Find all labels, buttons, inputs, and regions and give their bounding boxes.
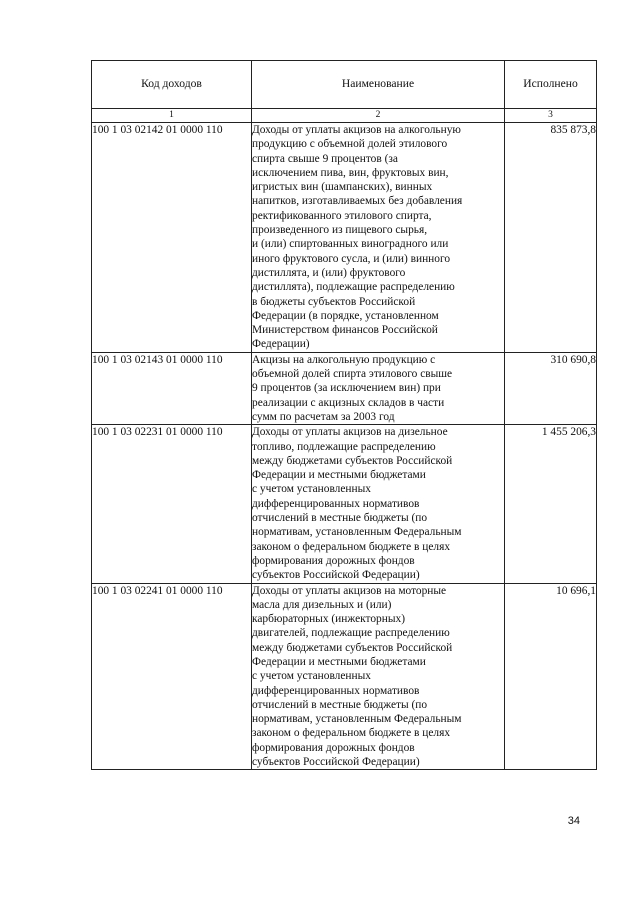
revenue-name-line: с учетом установленных xyxy=(252,483,371,496)
revenue-name-line: Федерации и местными бюджетами xyxy=(252,655,426,668)
revenue-name-line: игристых вин (шампанских), винных xyxy=(252,181,433,194)
revenue-name-line: Федерации (в порядке, установленном xyxy=(252,309,439,322)
revenue-name-line: двигателей, подлежащие распределению xyxy=(252,627,450,640)
revenue-name-line: Доходы от уплаты акцизов на алкогольную xyxy=(252,124,461,136)
revenue-name-line: карбюраторных (инжекторных) xyxy=(252,613,405,626)
page-number: 34 xyxy=(567,815,580,827)
header-name: Наименование xyxy=(252,61,505,109)
revenue-name-line: Акцизы на алкогольную продукцию с xyxy=(252,353,436,366)
revenue-name-line: отчислений в местные бюджеты (по xyxy=(252,512,428,525)
revenue-name-line: иного фруктового сусла, и (или) винного xyxy=(252,252,451,265)
header-code: Код доходов xyxy=(92,61,252,109)
revenue-name xyxy=(252,425,505,583)
revenue-name-line: Федерации и местными бюджетами xyxy=(252,469,426,482)
executed-amount: 1 455 206,3 xyxy=(505,425,597,583)
revenue-table xyxy=(91,60,597,770)
revenue-name-line: субъектов Российской Федерации) xyxy=(252,756,420,769)
column-number-2: 2 xyxy=(252,109,505,123)
revenue-name-line: законом о федеральном бюджете в целях xyxy=(252,540,451,553)
table-row xyxy=(92,123,597,353)
revenue-code: 100 1 03 02231 01 0000 110 xyxy=(92,425,252,583)
revenue-name-line: субъектов Российской Федерации) xyxy=(252,569,420,582)
revenue-name xyxy=(252,123,505,353)
revenue-name-line: объемной долей спирта этилового свыше xyxy=(252,368,453,381)
revenue-name-line: спирта свыше 9 процентов (за xyxy=(252,152,398,165)
column-number-1: 1 xyxy=(92,109,252,123)
column-number-row xyxy=(92,109,597,123)
revenue-name xyxy=(252,583,505,770)
table-row xyxy=(92,583,597,770)
executed-amount: 835 873,8 xyxy=(505,123,597,353)
revenue-name-line: Министерством финансов Российской xyxy=(252,324,438,337)
revenue-name-line: дифференцированных нормативов xyxy=(252,497,420,510)
revenue-name-line: формирования дорожных фондов xyxy=(252,554,415,567)
revenue-name-line: Доходы от уплаты акцизов на моторные xyxy=(252,584,447,597)
executed-amount: 310 690,8 xyxy=(505,352,597,424)
revenue-code: 100 1 03 02142 01 0000 110 xyxy=(92,123,252,353)
revenue-code: 100 1 03 02143 01 0000 110 xyxy=(92,352,252,424)
revenue-name-line: исключением пива, вин, фруктовых вин, xyxy=(252,166,449,179)
table-row xyxy=(92,425,597,583)
revenue-name-line: между бюджетами субъектов Российской xyxy=(252,641,453,654)
revenue-name-line: нормативам, установленным Федеральным xyxy=(252,713,462,726)
revenue-name-line: ректификованного этилового спирта, xyxy=(252,209,432,222)
revenue-name-line: Доходы от уплаты акцизов на дизельное xyxy=(252,426,448,439)
table-row xyxy=(92,352,597,424)
revenue-name-line: реализации с акцизных складов в части xyxy=(252,396,445,409)
revenue-name-line: сумм по расчетам за 2003 год xyxy=(252,410,395,423)
column-number-3: 3 xyxy=(505,109,597,123)
revenue-code: 100 1 03 02241 01 0000 110 xyxy=(92,583,252,770)
revenue-name-line: в бюджеты субъектов Российской xyxy=(252,295,416,308)
revenue-name-line: дифференцированных нормативов xyxy=(252,684,420,697)
revenue-name-line: и (или) спиртованных виноградного или xyxy=(252,238,449,251)
revenue-name-line: продукцию с объемной долей этилового xyxy=(252,138,448,151)
revenue-name-line: дистиллята, и (или) фруктового xyxy=(252,266,406,279)
revenue-name-line: с учетом установленных xyxy=(252,670,371,683)
revenue-name xyxy=(252,352,505,424)
header-executed: Исполнено xyxy=(505,61,597,109)
revenue-name-line: топливо, подлежащие распределению xyxy=(252,440,436,453)
revenue-name-line: нормативам, установленным Федеральным xyxy=(252,526,462,539)
executed-amount: 10 696,1 xyxy=(505,583,597,770)
revenue-name-line: масла для дизельных и (или) xyxy=(252,598,392,611)
revenue-name-line: произведенного из пищевого сырья, xyxy=(252,224,428,237)
revenue-name-line: Федерации) xyxy=(252,338,310,351)
revenue-name-line: дистиллята), подлежащие распределению xyxy=(252,281,455,294)
revenue-name-line: законом о федеральном бюджете в целях xyxy=(252,727,451,740)
revenue-name-line: отчислений в местные бюджеты (по xyxy=(252,698,428,711)
revenue-name-line: формирования дорожных фондов xyxy=(252,741,415,754)
revenue-name-line: 9 процентов (за исключением вин) при xyxy=(252,382,441,395)
table-header-row xyxy=(92,61,597,109)
revenue-name-line: напитков, изготавливаемых без добавления xyxy=(252,195,463,208)
revenue-name-line: между бюджетами субъектов Российской xyxy=(252,454,453,467)
